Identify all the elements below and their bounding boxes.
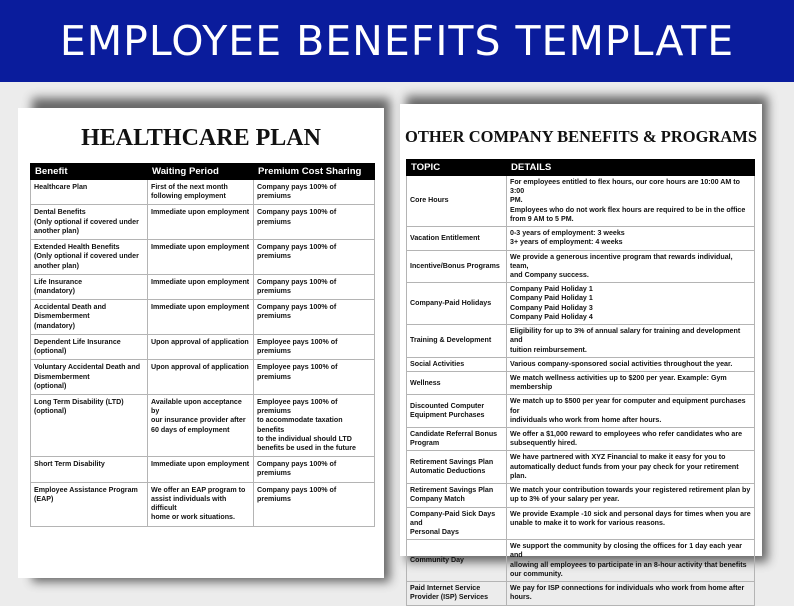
details-cell-line: up to 3% of your salary per year. bbox=[510, 495, 620, 504]
premium-cost-cell bbox=[254, 360, 375, 395]
topic-cell bbox=[407, 357, 507, 371]
waiting-period-cell bbox=[148, 240, 254, 275]
topic-cell bbox=[407, 540, 507, 582]
benefit-cell-line: Extended Health Benefits bbox=[34, 243, 120, 252]
details-cell-line: We offer a $1,000 reward to employees who refer candidates who are bbox=[510, 430, 743, 439]
topic-cell-line: Discounted Computer bbox=[410, 401, 485, 410]
table-row bbox=[407, 582, 755, 605]
benefit-cell-line: (mandatory) bbox=[34, 286, 75, 295]
premium-cost-cell bbox=[254, 300, 375, 335]
topic-cell bbox=[407, 507, 507, 540]
details-cell-line: Company Paid Holiday 1 bbox=[510, 285, 593, 294]
details-cell-line: For employees entitled to flex hours, our core hours are 10:00 AM to 3:00 bbox=[510, 178, 740, 196]
table-row bbox=[31, 482, 375, 526]
details-cell-line: Various company-sponsored social activities throughout the year. bbox=[510, 359, 733, 368]
waiting-period-cell bbox=[148, 394, 254, 456]
topic-cell-line: Social Activities bbox=[410, 359, 465, 368]
benefit-cell bbox=[31, 457, 148, 482]
topic-cell-line: Vacation Entitlement bbox=[410, 233, 480, 242]
details-cell-line: membership bbox=[510, 383, 553, 392]
waiting-period-cell-line: Immediate upon employment bbox=[151, 243, 250, 252]
table-row bbox=[407, 283, 755, 325]
details-cell-line: PM. bbox=[510, 196, 523, 205]
benefit-cell bbox=[31, 482, 148, 526]
healthcare-plan-title: HEALTHCARE PLAN bbox=[81, 125, 321, 151]
topic-cell bbox=[407, 395, 507, 428]
table-row bbox=[407, 325, 755, 358]
details-cell-line: Eligibility for up to 3% of annual salary for training and development and bbox=[510, 327, 741, 345]
table-row bbox=[407, 227, 755, 250]
details-cell-line: We support the community by closing the offices for 1 day each year and bbox=[510, 542, 743, 560]
premium-cost-cell-line: Employee pays 100% of premiums bbox=[257, 363, 338, 381]
other-benefits-title: OTHER COMPANY BENEFITS & PROGRAMS bbox=[404, 127, 757, 146]
details-cell bbox=[507, 484, 755, 507]
benefit-cell-line: another plan) bbox=[34, 226, 79, 235]
benefit-cell-line: (Only optional if covered under bbox=[34, 217, 139, 226]
details-cell-line: 0-3 years of employment: 3 weeks bbox=[510, 229, 625, 238]
topic-cell bbox=[407, 325, 507, 358]
waiting-period-cell bbox=[148, 300, 254, 335]
waiting-period-cell-line: We offer an EAP program to bbox=[151, 485, 246, 494]
premium-cost-cell-line: benefits be used in the future bbox=[257, 444, 356, 453]
premium-cost-cell-line: Company pays 100% of premiums bbox=[257, 243, 337, 261]
premium-cost-cell bbox=[254, 180, 375, 205]
details-cell-line: Company Paid Holiday 3 bbox=[510, 303, 593, 312]
benefit-cell bbox=[31, 274, 148, 299]
premium-cost-cell-line: Company pays 100% of premiums bbox=[257, 183, 337, 201]
table-row bbox=[31, 457, 375, 482]
details-cell-line: We pay for ISP connections for individuals who work from home after bbox=[510, 584, 745, 593]
benefit-cell-line: Voluntary Accidental Death and bbox=[34, 363, 141, 372]
topic-cell-line: Wellness bbox=[410, 378, 441, 387]
benefit-cell-line: Dependent Life Insurance bbox=[34, 337, 121, 346]
table-row bbox=[31, 180, 375, 205]
details-cell bbox=[507, 451, 755, 484]
premium-cost-cell bbox=[254, 240, 375, 275]
details-cell-line: subsequently hired. bbox=[510, 439, 578, 448]
details-cell-line: We provide a generous incentive program that rewards individual, team, bbox=[510, 252, 733, 270]
benefit-cell-line: Employee Assistance Program bbox=[34, 485, 138, 494]
waiting-period-cell bbox=[148, 457, 254, 482]
details-cell-line: We provide Example -10 sick and personal days for times when you are bbox=[510, 509, 751, 518]
details-cell bbox=[507, 176, 755, 227]
topic-cell bbox=[407, 451, 507, 484]
premium-cost-cell-line: Company pays 100% of premiums bbox=[257, 460, 337, 478]
benefit-cell bbox=[31, 394, 148, 456]
premium-cost-cell bbox=[254, 457, 375, 482]
table-row bbox=[407, 540, 755, 582]
premium-cost-cell-line: Employee pays 100% of premiums bbox=[257, 397, 338, 416]
premium-cost-cell-line: Company pays 100% of premiums bbox=[257, 277, 337, 295]
details-cell-line: 3+ years of employment: 4 weeks bbox=[510, 238, 623, 247]
waiting-period-cell-line: home or work situations. bbox=[151, 513, 235, 522]
details-cell-line: from 9 AM to 5 PM. bbox=[510, 214, 574, 223]
details-cell-line: We have partnered with XYZ Financial to make it easy for you to bbox=[510, 453, 726, 462]
benefit-cell bbox=[31, 334, 148, 359]
healthcare-plan-table bbox=[30, 163, 375, 527]
column-header-details: DETAILS bbox=[507, 160, 755, 176]
topic-cell-line: Provider (ISP) Services bbox=[410, 593, 489, 602]
topic-cell-line: Company-Paid Holidays bbox=[410, 299, 492, 308]
waiting-period-cell bbox=[148, 482, 254, 526]
waiting-period-cell bbox=[148, 180, 254, 205]
details-cell bbox=[507, 227, 755, 250]
table-row bbox=[407, 484, 755, 507]
other-benefits-page bbox=[400, 104, 762, 602]
benefit-cell bbox=[31, 360, 148, 395]
benefit-cell-line: Short Term Disability bbox=[34, 460, 105, 469]
topic-cell bbox=[407, 227, 507, 250]
waiting-period-cell bbox=[148, 274, 254, 299]
details-cell-line: Company Paid Holiday 4 bbox=[510, 312, 593, 321]
topic-cell-line: Retirement Savings Plan bbox=[410, 486, 494, 495]
benefit-cell-line: Dental Benefits bbox=[34, 208, 86, 217]
topic-cell-line: Core Hours bbox=[410, 196, 449, 205]
details-cell bbox=[507, 283, 755, 325]
table-row bbox=[407, 250, 755, 283]
benefit-cell-line: (mandatory) bbox=[34, 321, 75, 330]
details-cell bbox=[507, 325, 755, 358]
details-cell-line: We match your contribution towards your registered retirement plan by bbox=[510, 486, 751, 495]
table-row bbox=[407, 395, 755, 428]
table-row bbox=[31, 334, 375, 359]
benefit-cell-line: Healthcare Plan bbox=[34, 183, 88, 191]
benefit-cell-line: Dismemberment bbox=[34, 372, 90, 381]
benefit-cell-line: (optional) bbox=[34, 381, 67, 390]
details-cell-line: our community. bbox=[510, 569, 563, 578]
premium-cost-cell-line: Company pays 100% of premiums bbox=[257, 208, 337, 226]
topic-cell-line: Training & Development bbox=[410, 336, 492, 345]
details-cell-line: Employees who do not work flex hours are required to be in the office bbox=[510, 205, 746, 214]
topic-cell bbox=[407, 250, 507, 283]
topic-cell-line: Personal Days bbox=[410, 528, 459, 536]
table-header-row bbox=[31, 164, 375, 180]
topic-cell-line: Company Match bbox=[410, 495, 465, 504]
details-cell-line: individuals who work from home after hours. bbox=[510, 415, 662, 424]
benefit-cell bbox=[31, 205, 148, 240]
topic-cell-line: Company-Paid Sick Days and bbox=[410, 509, 496, 527]
benefit-cell-line: another plan) bbox=[34, 261, 79, 270]
details-cell bbox=[507, 540, 755, 582]
waiting-period-cell-line: First of the next month bbox=[151, 183, 228, 191]
topic-cell-line: Incentive/Bonus Programs bbox=[410, 261, 500, 270]
table-row bbox=[407, 357, 755, 371]
details-cell-line: automatically deduct funds from your pay check for your retirement plan. bbox=[510, 462, 739, 480]
topic-cell bbox=[407, 176, 507, 227]
benefit-cell-line: Dismemberment bbox=[34, 312, 90, 321]
table-header-row bbox=[407, 160, 755, 176]
table-row bbox=[31, 360, 375, 395]
waiting-period-cell-line: Immediate upon employment bbox=[151, 460, 250, 469]
premium-cost-cell-line: to accommodate taxation benefits bbox=[257, 416, 343, 434]
column-header-benefit: Benefit bbox=[31, 164, 148, 180]
premium-cost-cell bbox=[254, 394, 375, 456]
table-row bbox=[407, 428, 755, 451]
column-header-premium-cost-sharing: Premium Cost Sharing bbox=[254, 164, 375, 180]
table-row bbox=[407, 451, 755, 484]
details-cell-line: Company Paid Holiday 1 bbox=[510, 294, 593, 303]
waiting-period-cell bbox=[148, 334, 254, 359]
topic-cell-line: Automatic Deductions bbox=[410, 467, 486, 476]
details-cell-line: allowing all employees to participate in an 8-hour activity that benefits bbox=[510, 560, 747, 569]
topic-cell-line: Retirement Savings Plan bbox=[410, 458, 494, 467]
benefit-cell bbox=[31, 300, 148, 335]
waiting-period-cell-line: assist individuals with difficult bbox=[151, 494, 227, 513]
details-cell bbox=[507, 371, 755, 394]
waiting-period-cell-line: our insurance provider after bbox=[151, 416, 246, 425]
topic-cell-line: Program bbox=[410, 439, 440, 448]
details-cell-line: tuition reimbursement. bbox=[510, 345, 587, 354]
topic-cell-line: Candidate Referral Bonus bbox=[410, 430, 498, 439]
premium-cost-cell-line: to the individual should LTD bbox=[257, 434, 352, 443]
details-cell-line: hours. bbox=[510, 593, 532, 602]
table-row bbox=[31, 274, 375, 299]
table-row bbox=[407, 176, 755, 227]
details-cell bbox=[507, 582, 755, 605]
topic-cell bbox=[407, 283, 507, 325]
waiting-period-cell-line: Immediate upon employment bbox=[151, 208, 250, 217]
column-header-waiting-period: Waiting Period bbox=[148, 164, 254, 180]
premium-cost-cell-line: Company pays 100% of premiums bbox=[257, 303, 337, 321]
details-cell-line: We match up to $500 per year for computer and equipment purchases for bbox=[510, 397, 746, 415]
other-benefits-table bbox=[406, 159, 755, 606]
benefit-cell-line: (optional) bbox=[34, 347, 67, 356]
benefit-cell-line: Accidental Death and bbox=[34, 303, 107, 312]
table-row bbox=[31, 394, 375, 456]
topic-cell-line: Equipment Purchases bbox=[410, 411, 485, 420]
premium-cost-cell-line: Company pays 100% of premiums bbox=[257, 485, 337, 503]
waiting-period-cell-line: Available upon acceptance by bbox=[151, 397, 242, 416]
premium-cost-cell bbox=[254, 334, 375, 359]
topic-cell bbox=[407, 484, 507, 507]
benefit-cell-line: Long Term Disability (LTD) bbox=[34, 397, 124, 406]
table-row bbox=[31, 205, 375, 240]
waiting-period-cell-line: Immediate upon employment bbox=[151, 303, 250, 312]
waiting-period-cell bbox=[148, 205, 254, 240]
topic-cell-line: Community Day bbox=[410, 556, 464, 565]
banner-title: EMPLOYEE BENEFITS TEMPLATE bbox=[0, 0, 794, 82]
waiting-period-cell-line: Upon approval of application bbox=[151, 337, 249, 346]
details-cell-line: and Company success. bbox=[510, 270, 589, 279]
waiting-period-cell-line: Immediate upon employment bbox=[151, 277, 250, 286]
waiting-period-cell-line: following employment bbox=[151, 192, 226, 201]
waiting-period-cell-line: Upon approval of application bbox=[151, 363, 249, 372]
topic-cell bbox=[407, 371, 507, 394]
table-row bbox=[31, 240, 375, 275]
details-cell-line: unable to make it to work for various reasons. bbox=[510, 518, 665, 527]
benefit-cell-line: Life Insurance bbox=[34, 277, 83, 286]
benefit-cell bbox=[31, 240, 148, 275]
waiting-period-cell-line: 60 days of employment bbox=[151, 425, 230, 434]
benefit-cell-line: (Only optional if covered under bbox=[34, 252, 139, 261]
waiting-period-cell bbox=[148, 360, 254, 395]
premium-cost-cell bbox=[254, 274, 375, 299]
benefit-cell-line: (optional) bbox=[34, 407, 67, 416]
column-header-topic: TOPIC bbox=[407, 160, 507, 176]
details-cell bbox=[507, 250, 755, 283]
premium-cost-cell bbox=[254, 205, 375, 240]
benefit-cell bbox=[31, 180, 148, 205]
premium-cost-cell bbox=[254, 482, 375, 526]
details-cell-line: We match wellness activities up to $200 per year. Example: Gym bbox=[510, 373, 727, 382]
details-cell bbox=[507, 507, 755, 540]
details-cell bbox=[507, 357, 755, 371]
table-row bbox=[407, 507, 755, 540]
table-row bbox=[407, 371, 755, 394]
premium-cost-cell-line: Employee pays 100% of premiums bbox=[257, 337, 338, 356]
topic-cell-line: Paid Internet Service bbox=[410, 584, 481, 593]
details-cell bbox=[507, 428, 755, 451]
details-cell bbox=[507, 395, 755, 428]
benefit-cell-line: (EAP) bbox=[34, 494, 54, 503]
table-row bbox=[31, 300, 375, 335]
healthcare-plan-page bbox=[18, 108, 384, 578]
topic-cell bbox=[407, 582, 507, 605]
topic-cell bbox=[407, 428, 507, 451]
